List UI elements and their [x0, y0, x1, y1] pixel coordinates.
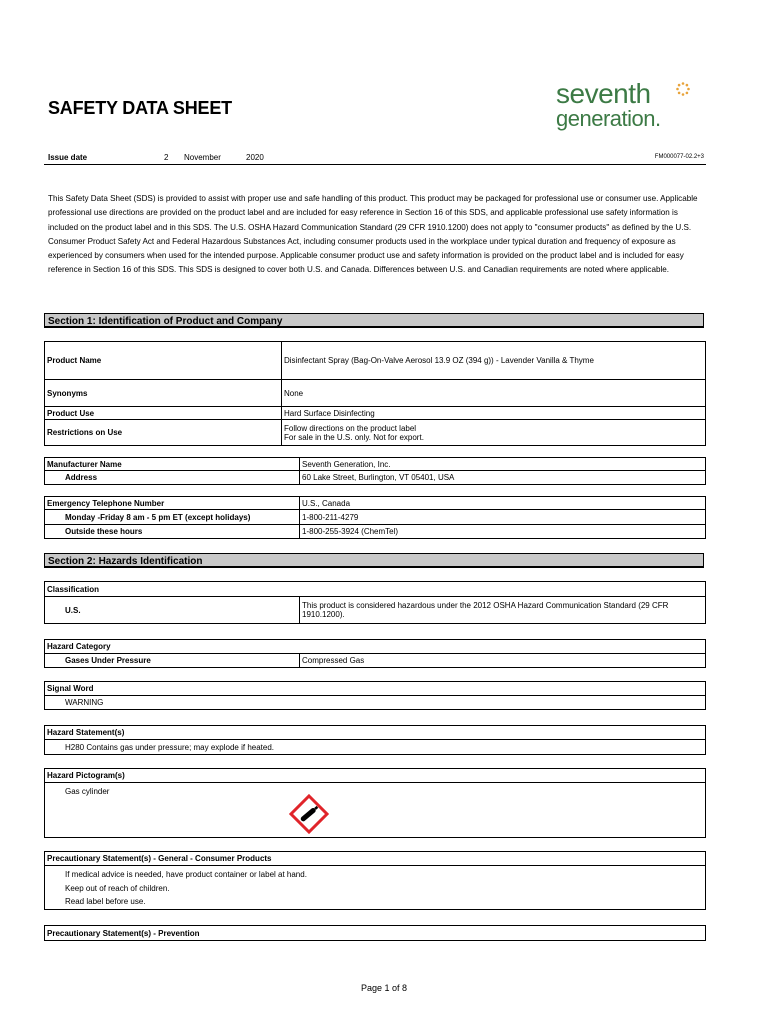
- signal-word-label: Signal Word: [45, 682, 706, 696]
- issue-month: November: [184, 153, 221, 162]
- manufacturer-label: Manufacturer Name: [45, 458, 300, 471]
- sun-icon: [676, 82, 690, 96]
- pictogram-description: Gas cylinder: [45, 783, 706, 838]
- restrictions-line-1: Follow directions on the product label: [284, 423, 417, 433]
- precaution-general-body: [45, 866, 706, 910]
- restrictions-value: [282, 420, 706, 446]
- gases-under-pressure-label: Gases Under Pressure: [45, 654, 300, 668]
- issue-date-label: Issue date: [48, 153, 88, 162]
- product-use-value: Hard Surface Disinfecting: [282, 407, 706, 420]
- intro-paragraph: This Safety Data Sheet (SDS) is provided to assist with proper use and safe handling of this product. This product may be packaged for professional use or consumer use. Applicable professional use directions are provided on the product label and are included for easy reference in Section 16 of this SDS, and applicable professional use safety information is included on the product label and in this SDS. The U.S. OSHA Hazard Communication Standard (29 CFR 1910.1200) does not apply to "consumer products" as defined by the U.S. Consumer Product Safety Act and Federal Hazardous Substances Act, including consumer products used in the workplace under typical duration and frequency of exposure as experienced by consumers when used for the intended purpose. Applicable consumer product use and safety information is provided on the product label and is included for easy reference in Section 16 of this SDS. This SDS is designed to cover both U.S. and Canada. Differences between U.S. and Canadian requirements are noted where applicable.: [48, 194, 698, 275]
- hazard-statements-table: [44, 725, 706, 755]
- gases-under-pressure-value: Compressed Gas: [300, 654, 706, 668]
- hazard-pictograms-label: Hazard Pictogram(s): [45, 769, 706, 783]
- hazard-category-table: [44, 639, 706, 668]
- emergency-contact-table: [44, 496, 706, 539]
- issue-year: 2020: [246, 153, 264, 162]
- precaution-prevention-table: [44, 925, 706, 941]
- hazard-category-label: Hazard Category: [45, 640, 706, 654]
- classification-table: [44, 581, 706, 624]
- address-label: Address: [45, 471, 300, 485]
- precaution-general-label: Precautionary Statement(s) - General - Consumer Products: [45, 852, 706, 866]
- hours-label: Monday -Friday 8 am - 5 pm ET (except holidays): [45, 510, 300, 525]
- section-2-header: Section 2: Hazards Identification: [44, 553, 704, 568]
- manufacturer-value: Seventh Generation, Inc.: [300, 458, 706, 471]
- precaution-line: Read label before use.: [65, 897, 146, 906]
- page-number: Page 1 of 8: [360, 983, 408, 993]
- restrictions-line-2: For sale in the U.S. only. Not for export.: [284, 432, 424, 442]
- logo-line-1: seventh: [556, 78, 651, 109]
- product-name-value: Disinfectant Spray (Bag-On-Valve Aerosol 13.9 OZ (394 g)) - Lavender Vanilla & Thyme: [282, 342, 706, 380]
- hazard-statements-label: Hazard Statement(s): [45, 726, 706, 740]
- brand-logo: [556, 80, 696, 140]
- restrictions-label: Restrictions on Use: [45, 420, 282, 446]
- logo-line-2: generation.: [556, 106, 661, 131]
- document-code: FM000077-02.2+3: [654, 154, 704, 160]
- outside-hours-label: Outside these hours: [45, 525, 300, 539]
- precaution-general-table: [44, 851, 706, 910]
- hazard-statement-h280: H280 Contains gas under pressure; may explode if heated.: [45, 740, 706, 755]
- outside-hours-phone: 1-800-255-3924 (ChemTel): [300, 525, 706, 539]
- synonyms-label: Synonyms: [45, 380, 282, 407]
- issue-day: 2: [164, 153, 169, 162]
- product-use-label: Product Use: [45, 407, 282, 420]
- header-divider: [44, 164, 706, 165]
- synonyms-value: None: [282, 380, 706, 407]
- product-identification-table: [44, 341, 706, 446]
- hazard-pictograms-table: [44, 768, 706, 838]
- manufacturer-table: [44, 457, 706, 485]
- signal-word-value: WARNING: [45, 696, 706, 710]
- signal-word-table: [44, 681, 706, 710]
- address-value: 60 Lake Street, Burlington, VT 05401, USA: [300, 471, 706, 485]
- section-1-header: Section 1: Identification of Product and Company: [44, 313, 704, 328]
- product-name-label: Product Name: [45, 342, 282, 380]
- us-label: U.S.: [45, 597, 300, 624]
- gas-cylinder-pictogram-icon: [289, 794, 329, 834]
- precaution-line: If medical advice is needed, have product container or label at hand.: [65, 870, 307, 879]
- emergency-label: Emergency Telephone Number: [45, 497, 300, 510]
- hours-phone: 1-800-211-4279: [300, 510, 706, 525]
- precaution-prevention-label: Precautionary Statement(s) - Prevention: [45, 926, 706, 941]
- precaution-line: Keep out of reach of children.: [65, 883, 170, 893]
- document-title: SAFETY DATA SHEET: [48, 98, 232, 118]
- us-classification-value: This product is considered hazardous under the 2012 OSHA Hazard Communication Standard (29 CFR 1910.1200).: [300, 597, 706, 624]
- emergency-value: U.S., Canada: [300, 497, 706, 510]
- classification-label: Classification: [45, 582, 706, 597]
